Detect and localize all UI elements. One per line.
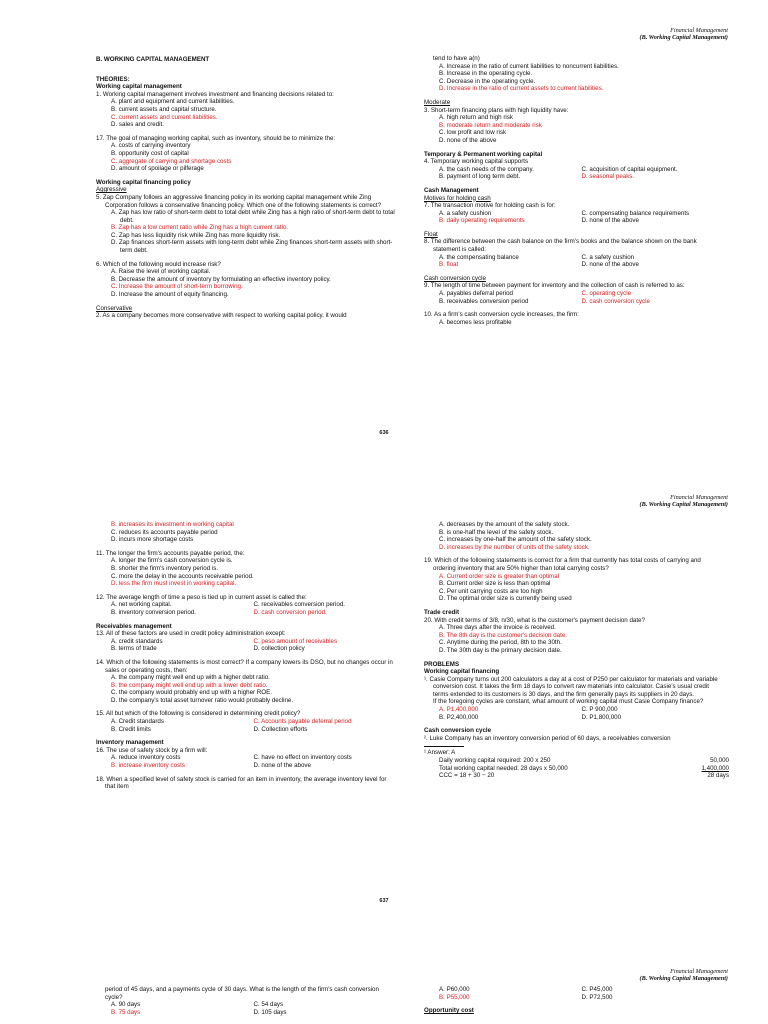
option: A. Zap has low ratio of short-term debt to total debt while Zing has a high ratio of short-term debt to total debt. xyxy=(111,209,395,224)
option: D. none of the above xyxy=(253,762,311,770)
option: A. costs of carrying inventory xyxy=(111,142,191,150)
left-column xyxy=(96,56,396,320)
question-continued: tend to have a(n) xyxy=(433,55,480,62)
question: 20. With credit terms of 3/8, n/30, what is the customer's payment decision date? xyxy=(424,616,645,624)
footnote-row xyxy=(424,757,729,765)
option: D. none of the above xyxy=(439,136,497,144)
option: B. Increase in the operating cycle. xyxy=(439,70,533,78)
running-header xyxy=(640,494,728,508)
options-grid xyxy=(424,261,724,269)
header-line1: Financial Management xyxy=(670,968,728,975)
option: C. P45,000 xyxy=(581,986,613,993)
subheading: Temporary & Permanent working capital xyxy=(424,150,543,158)
page-number: 637 xyxy=(379,898,389,904)
answer-option: D. Increase in the ratio of current assets to current liabilities. xyxy=(439,85,604,93)
question: 11. The longer the firm's accounts payable period, the: xyxy=(96,549,245,557)
question: 18. When a specified level of safety stock is carried for an item in inventory, the average inventory level for that item xyxy=(96,775,387,791)
page-638-partial xyxy=(0,955,768,1024)
answer-option: B. daily operating requirements xyxy=(439,217,525,225)
options-grid xyxy=(424,173,724,181)
option: B. receivables conversion period xyxy=(439,297,529,305)
answer-option: B. the company might well end up with a lower debt ratio. xyxy=(111,681,268,689)
option: B. is one-half the level of the safety stock. xyxy=(439,528,554,536)
option: A. the company might well end up with a higher debt ratio. xyxy=(111,674,270,682)
problem-question: If the foregoing cycles are constant, what amount of working capital must Casie Company finance? xyxy=(433,698,704,706)
topic-label: Cash conversion cycle xyxy=(424,274,486,282)
question: 9. The length of time between payment for inventory and the collection of cash is referred to as: xyxy=(424,282,685,290)
option: D. P1,800,000 xyxy=(581,713,622,721)
option: D. 105 days xyxy=(253,1008,287,1016)
header-line1: Financial Management xyxy=(670,494,728,501)
option: B. Decrease the amount of inventory by formulating an effective inventory policy. xyxy=(111,275,331,283)
footnote-row xyxy=(424,772,729,780)
option: A. reduce inventory costs xyxy=(111,754,181,762)
options-grid xyxy=(96,609,396,617)
answer-option: B. P55,000 xyxy=(439,993,470,1001)
problem: ¹. Casie Company turns out 200 calculators a day at a cost of P250 per calculator for materials and variable conversion cost. It takes the firm 18 days to convert raw materials into calculator. Casie's usual credit terms extended to its customers is 30 days, and the firm generally pays its suppliers in 20 days. xyxy=(424,675,718,698)
footnote-label: CCC = 18 + 30 − 20 xyxy=(439,772,495,780)
option: C. Anytime during the period, 8th to the 30th. xyxy=(439,639,562,647)
question: 3. Short-term financing plans with high liquidity have: xyxy=(424,106,569,114)
answer-option: B. float xyxy=(439,261,459,269)
option: C. increases by one-half the amount of the safety stock. xyxy=(439,536,592,544)
option: B. Current order size is less than optimal xyxy=(439,580,551,588)
header-line1: Financial Management xyxy=(670,27,728,34)
question: 4. Temporary working capital supports xyxy=(424,158,529,166)
option: C. receivables conversion period. xyxy=(253,601,345,609)
right-column xyxy=(424,521,729,780)
option: A. 90 days xyxy=(111,1001,141,1009)
option: D. P72,500 xyxy=(581,993,613,1001)
footnote-row xyxy=(424,765,729,773)
option: D. Zap finances short-term assets with long-term debt while Zing finances short-term assets with short-term debt. xyxy=(111,239,393,255)
options-grid xyxy=(96,638,396,646)
options-grid xyxy=(96,718,396,726)
answer-option: D. cash conversion period. xyxy=(253,608,327,616)
subheading: Working capital financing policy xyxy=(96,178,191,186)
topic-label: Moderate xyxy=(424,98,451,106)
question: 13. All of these factors are used in credit policy administration except: xyxy=(96,630,286,638)
options-grid xyxy=(424,217,724,225)
question: 10. As a firm's cash conversion cycle increases, the firm: xyxy=(424,311,579,319)
option: B. shorter the firm's inventory period is. xyxy=(111,564,219,572)
answer-option: D. seasonal peaks. xyxy=(581,173,635,181)
right-column xyxy=(424,986,724,1015)
topic-label: Aggressive xyxy=(96,186,127,194)
footnote-value: 28 days xyxy=(707,772,729,780)
footnote-answer: ¹ Answer: A xyxy=(424,749,456,757)
question: 12. The average length of time a peso is tied up in current asset is called the: xyxy=(96,593,307,601)
option: A. net working capital. xyxy=(111,601,172,609)
option: C. the company would probably end up with a higher ROE. xyxy=(111,689,272,697)
answer-option: C. peso amount of receivables xyxy=(253,637,338,645)
option: C. a safety cushion xyxy=(581,253,635,261)
answer-option: C. aggregate of carrying and shortage costs xyxy=(111,157,232,165)
option: A. credit standards xyxy=(111,637,163,645)
option: A. decreases by the amount of the safety stock. xyxy=(439,521,570,528)
option: A. plant and equipment and current liabilities. xyxy=(111,98,235,106)
option: C. Decrease in the operating cycle. xyxy=(439,77,536,85)
subheading: Working capital financing xyxy=(424,668,500,676)
subheading: Receivables management xyxy=(96,622,172,630)
header-line2: (B. Working Capital Management) xyxy=(639,975,728,982)
subheading: Cash conversion cycle xyxy=(424,727,492,735)
options-grid xyxy=(424,210,724,218)
footnote-value: 1,400,000 xyxy=(701,764,729,772)
option: D. Increase the amount of equity financing. xyxy=(111,291,229,299)
topic-label: Motives for holding cash xyxy=(424,194,491,202)
option: A. becomes less profitable xyxy=(439,318,512,326)
options-grid xyxy=(96,726,396,734)
option: A. P60,000 xyxy=(439,986,470,993)
options-grid xyxy=(96,762,396,770)
option: A. high return and high risk xyxy=(439,114,513,122)
section-title: B. WORKING CAPITAL MANAGEMENT xyxy=(96,56,210,63)
option: B. terms of trade xyxy=(111,645,157,653)
option: C. reduces its accounts payable period xyxy=(111,528,218,536)
page-637 xyxy=(0,480,768,904)
question: 19. Which of the following statements is correct for a firm that currently has total costs of carrying and ordering inventory that are 50% higher than total carrying costs? xyxy=(424,557,701,572)
footnote xyxy=(424,749,729,780)
option: A. longer the firm's cash conversion cycle is. xyxy=(111,557,233,565)
option: B. payment of long term debt. xyxy=(439,173,521,181)
subheading: Inventory management xyxy=(96,739,164,747)
footnote-label: Total working capital needed: 28 days x 50,000 xyxy=(439,764,568,772)
options-grid xyxy=(424,290,724,298)
options-grid xyxy=(96,1001,396,1009)
right-column xyxy=(424,55,724,326)
footnote-rule xyxy=(424,746,464,747)
subheading: Trade credit xyxy=(424,608,460,616)
option: C. low profit and low risk xyxy=(439,129,507,137)
answer-option: D. increases by the number of units of the safety stock. xyxy=(439,543,590,551)
page-636 xyxy=(0,12,768,436)
option: A. Raise the level of working capital. xyxy=(111,268,211,276)
option: B. opportunity cost of capital xyxy=(111,149,189,157)
question: 17. The goal of managing working capital, such as inventory, should be to minimize the: xyxy=(96,134,336,142)
option: D. Collection efforts xyxy=(253,725,308,733)
option: C. Zap has less liquidity risk while Zing has more liquidity risk. xyxy=(111,231,281,239)
running-header xyxy=(640,27,728,41)
option: C. more the delay in the accounts receivable period. xyxy=(111,572,254,580)
option: B. current assets and capital structure. xyxy=(111,105,217,113)
options-grid xyxy=(424,166,724,174)
options-grid xyxy=(424,254,724,262)
answer-option: D. less the firm must invest in working capital. xyxy=(111,580,237,588)
page-number: 636 xyxy=(379,430,389,436)
subheading: Working capital management xyxy=(96,83,182,91)
subheading: Cash Management xyxy=(424,186,479,194)
option: A. Three days after the invoice is received. xyxy=(439,624,556,632)
option: D. none of the above xyxy=(581,261,639,269)
option: A. Increase in the ratio of current liabilities to noncurrent liabilities. xyxy=(439,62,619,70)
question: 1. Working capital management involves investment and financing decisions related to: xyxy=(96,90,334,98)
question: 5. Zap Company follows an aggressive financing policy in its working capital management while Zing Corporation follows a conservative financing policy. Which one of the following statements is correct? xyxy=(96,193,382,209)
answer-option: D. cash conversion cycle xyxy=(581,297,650,305)
question: 8. The difference between the cash balance on the firm's books and the balance shown on the bank statement is called: xyxy=(424,238,697,254)
option: C. P 900,000 xyxy=(581,706,618,714)
running-header xyxy=(640,968,728,982)
options-grid xyxy=(96,645,396,653)
theories-heading: THEORIES: xyxy=(96,75,130,83)
option: D. collection policy xyxy=(253,645,305,653)
option: A. the cash needs of the company. xyxy=(439,165,534,173)
option: A. Credit standards xyxy=(111,718,164,726)
options-grid xyxy=(424,986,724,994)
answer-option: B. Zap has a low current ratio while Zing has a high current ratio. xyxy=(111,224,289,232)
topic-label: Conservative xyxy=(96,304,133,312)
left-column xyxy=(96,521,396,791)
option: B. P2,400,000 xyxy=(439,713,479,721)
options-grid xyxy=(424,994,724,1002)
question: 15. All but which of the following is considered in determining credit policy? xyxy=(96,710,301,718)
question: 6. Which of the following would increase risk? xyxy=(96,260,221,268)
problems-heading: PROBLEMS xyxy=(424,660,460,668)
options-grid xyxy=(96,601,396,609)
option: D. The optimal order size is currently being used xyxy=(439,595,572,603)
answer-option: C. Increase the amount of short-term borrowing. xyxy=(111,283,243,291)
footnote-value: 50,000 xyxy=(710,757,729,765)
question: 2. As a company becomes more conservative with respect to working capital policy, it would xyxy=(96,312,347,320)
option: C. 54 days xyxy=(253,1001,284,1009)
options-grid xyxy=(96,754,396,762)
answer-option: A. P1,400,000 xyxy=(439,706,479,714)
answer-option: B. increase inventory costs xyxy=(111,762,185,770)
answer-option: C. Accounts payable deferral period xyxy=(253,718,352,726)
options-grid xyxy=(424,706,724,714)
answer-option: B. moderate return and moderate risk xyxy=(439,121,542,129)
option: D. none of the above xyxy=(581,217,639,225)
topic-label: Float xyxy=(424,230,438,238)
footnote-label: Daily working capital required: 200 x 250 xyxy=(439,757,551,765)
question: 7. The transaction motive for holding cash is for: xyxy=(424,202,556,210)
question: 16. The use of safety stock by a firm will: xyxy=(96,746,208,754)
option: D. incurs more shortage costs xyxy=(111,536,194,544)
options-grid xyxy=(96,1009,396,1017)
topic-label: Opportunity cost xyxy=(424,1007,474,1015)
options-grid xyxy=(424,714,724,722)
option: A. the compensating balance xyxy=(439,253,519,261)
option: D. the company's total asset turnover ratio would probably decline. xyxy=(111,696,294,704)
option: D. The 30th day is the primary decision date. xyxy=(439,646,562,654)
answer-option: B. increases its investment in working capital xyxy=(111,521,234,528)
option: A. a safety cushion xyxy=(439,209,492,217)
problem-continued: period of 45 days, and a payments cycle of 30 days. What is the length of the firm's cash conversion cycle? xyxy=(105,986,379,1001)
answer-option: C. current assets and current liabilities. xyxy=(111,113,218,121)
answer-option: A. Current order size is greater than optimal xyxy=(439,572,560,580)
left-column xyxy=(96,986,396,1016)
option: B. inventory conversion period. xyxy=(111,608,196,616)
options-grid xyxy=(424,298,724,306)
answer-option: B. 75 days xyxy=(111,1008,141,1016)
header-line2: (B. Working Capital Management) xyxy=(639,34,728,41)
problem: ². Luke Company has an inventory conversion period of 60 days, a receivables conversion xyxy=(424,734,671,742)
option: C. compensating balance requirements xyxy=(581,209,690,217)
question: 14. Which of the following statements is most correct? If a company lowers its DSO, but no changes occur in sales or operating costs, then: xyxy=(96,658,393,674)
answer-option: C. operating cycle xyxy=(581,290,632,298)
option: C. acquisition of capital equipment. xyxy=(581,165,678,173)
header-line2: (B. Working Capital Management) xyxy=(639,501,728,508)
option: D. amount of spoilage or pilferage xyxy=(111,165,204,173)
option: D. sales and credit. xyxy=(111,121,164,129)
answer-option: B. The 8th day is the customer's decision date. xyxy=(439,631,567,639)
option: C. Per unit carrying costs are too high xyxy=(439,587,543,595)
option: B. Credit limits xyxy=(111,725,151,733)
option: A. payables deferral period xyxy=(439,290,513,298)
option: C. have no effect on inventory costs xyxy=(253,754,352,762)
